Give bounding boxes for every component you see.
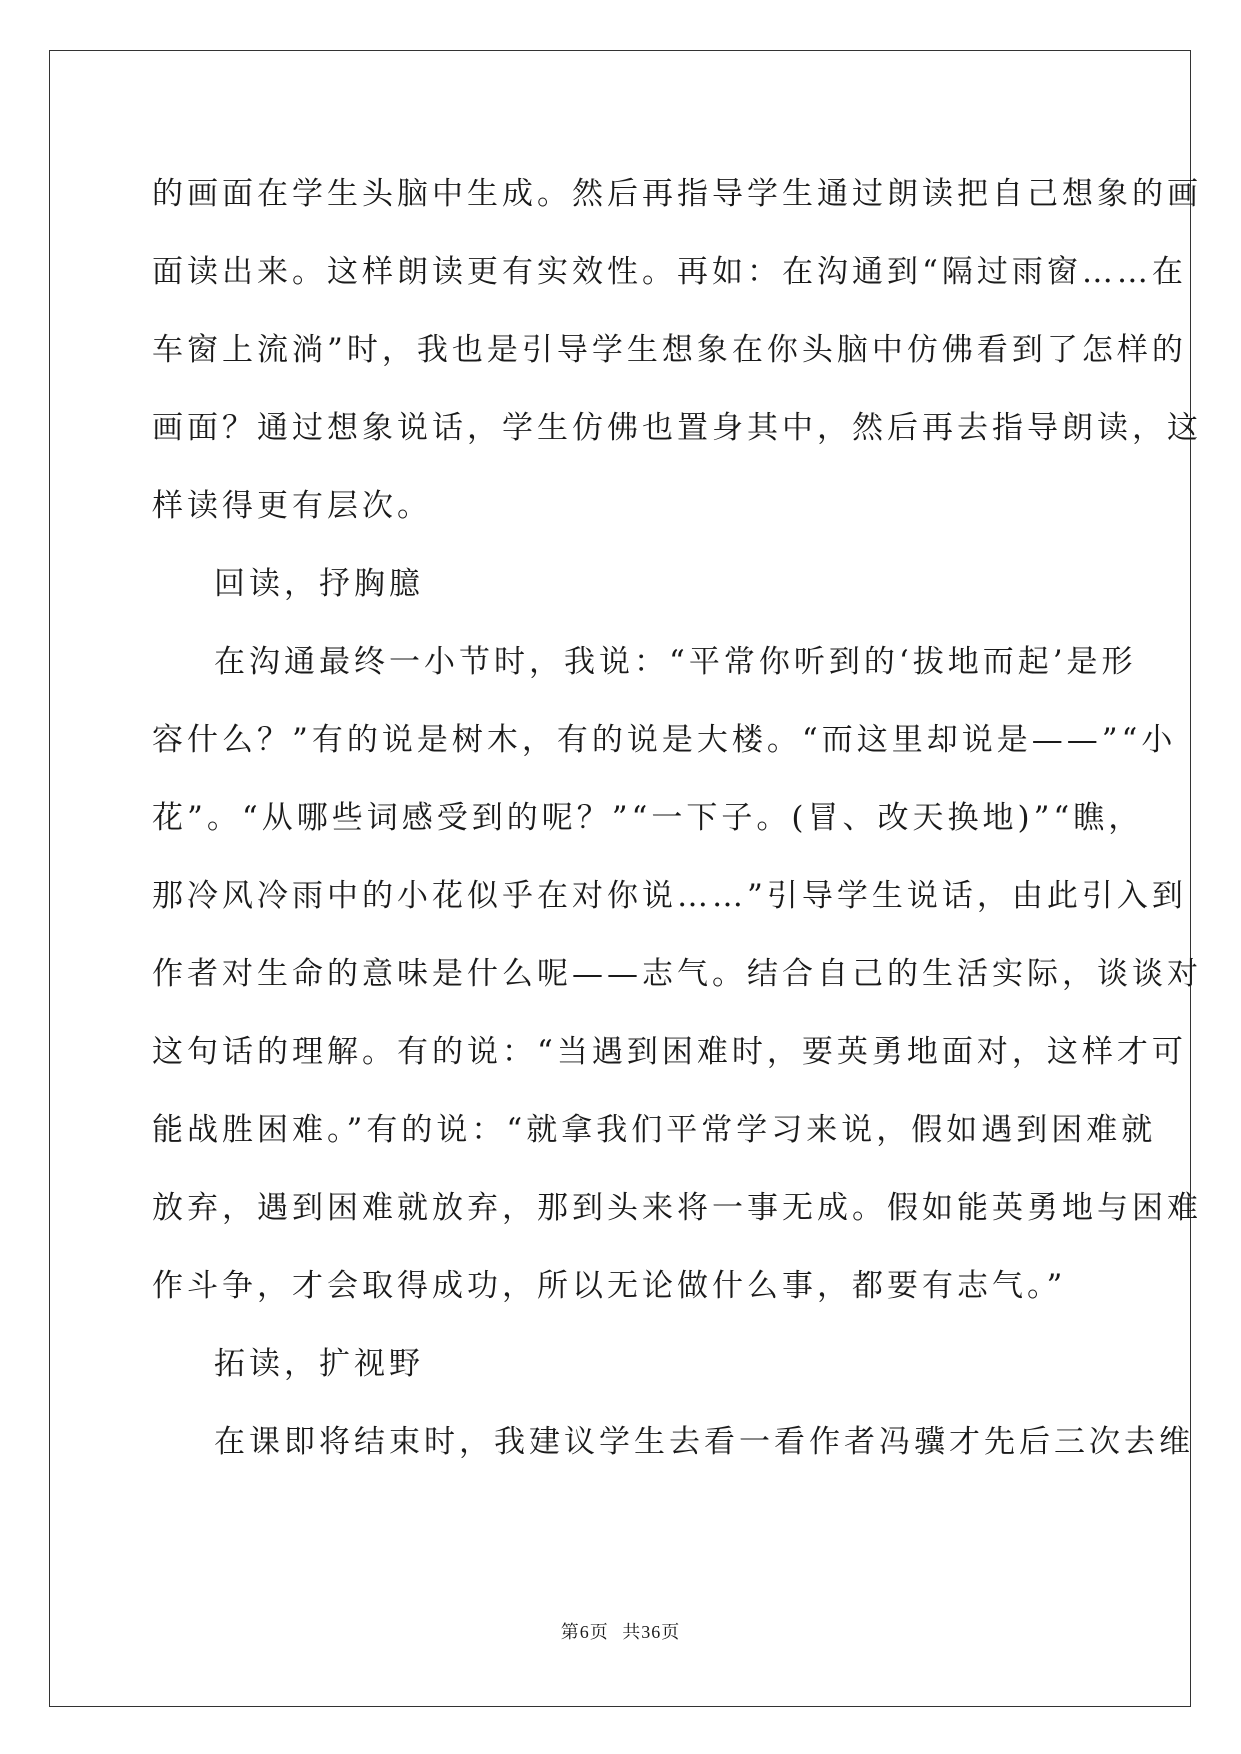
section-heading: 拓读，扩视野 [214, 1346, 424, 1382]
text-line: 放弃，遇到困难就放弃，那到头来将一事无成。假如能英勇地与困难 [152, 1190, 1202, 1226]
page-number: 第6页 [560, 1622, 609, 1642]
text-line: 的画面在学生头脑中生成。然后再指导学生通过朗读把自己想象的画 [152, 176, 1202, 212]
text-line: 在沟通最终一小节时，我说：“平常你听到的‘拔地而起’是形 [214, 644, 1137, 680]
text-line: 花”。“从哪些词感受到的呢？”“一下子。(冒、改天换地)”“瞧， [152, 800, 1144, 836]
text-line: 能战胜困难。”有的说：“就拿我们平常学习来说，假如遇到困难就 [152, 1112, 1157, 1148]
page-total: 共36页 [622, 1622, 681, 1642]
text-line: 在课即将结束时，我建议学生去看一看作者冯骥才先后三次去维 [214, 1424, 1194, 1460]
text-line: 画面？通过想象说话，学生仿佛也置身其中，然后再去指导朗读，这 [152, 410, 1202, 446]
text-line: 车窗上流淌”时，我也是引导学生想象在你头脑中仿佛看到了怎样的 [152, 332, 1187, 368]
text-line: 那冷风冷雨中的小花似乎在对你说……”引导学生说话，由此引入到 [152, 878, 1187, 914]
text-line: 作者对生命的意味是什么呢——志气。结合自己的生活实际，谈谈对 [152, 956, 1202, 992]
text-line: 样读得更有层次。 [152, 488, 432, 524]
text-line: 面读出来。这样朗读更有实效性。再如：在沟通到“隔过雨窗……在 [152, 254, 1187, 290]
section-heading: 回读，抒胸臆 [214, 566, 424, 602]
page-footer [0, 1618, 1241, 1644]
document-body [152, 155, 1202, 1481]
text-line: 容什么？”有的说是树木，有的说是大楼。“而这里却说是——”“小 [152, 722, 1177, 758]
text-line: 作斗争，才会取得成功，所以无论做什么事，都要有志气。” [152, 1268, 1067, 1304]
text-line: 这句话的理解。有的说：“当遇到困难时，要英勇地面对，这样才可 [152, 1034, 1187, 1070]
